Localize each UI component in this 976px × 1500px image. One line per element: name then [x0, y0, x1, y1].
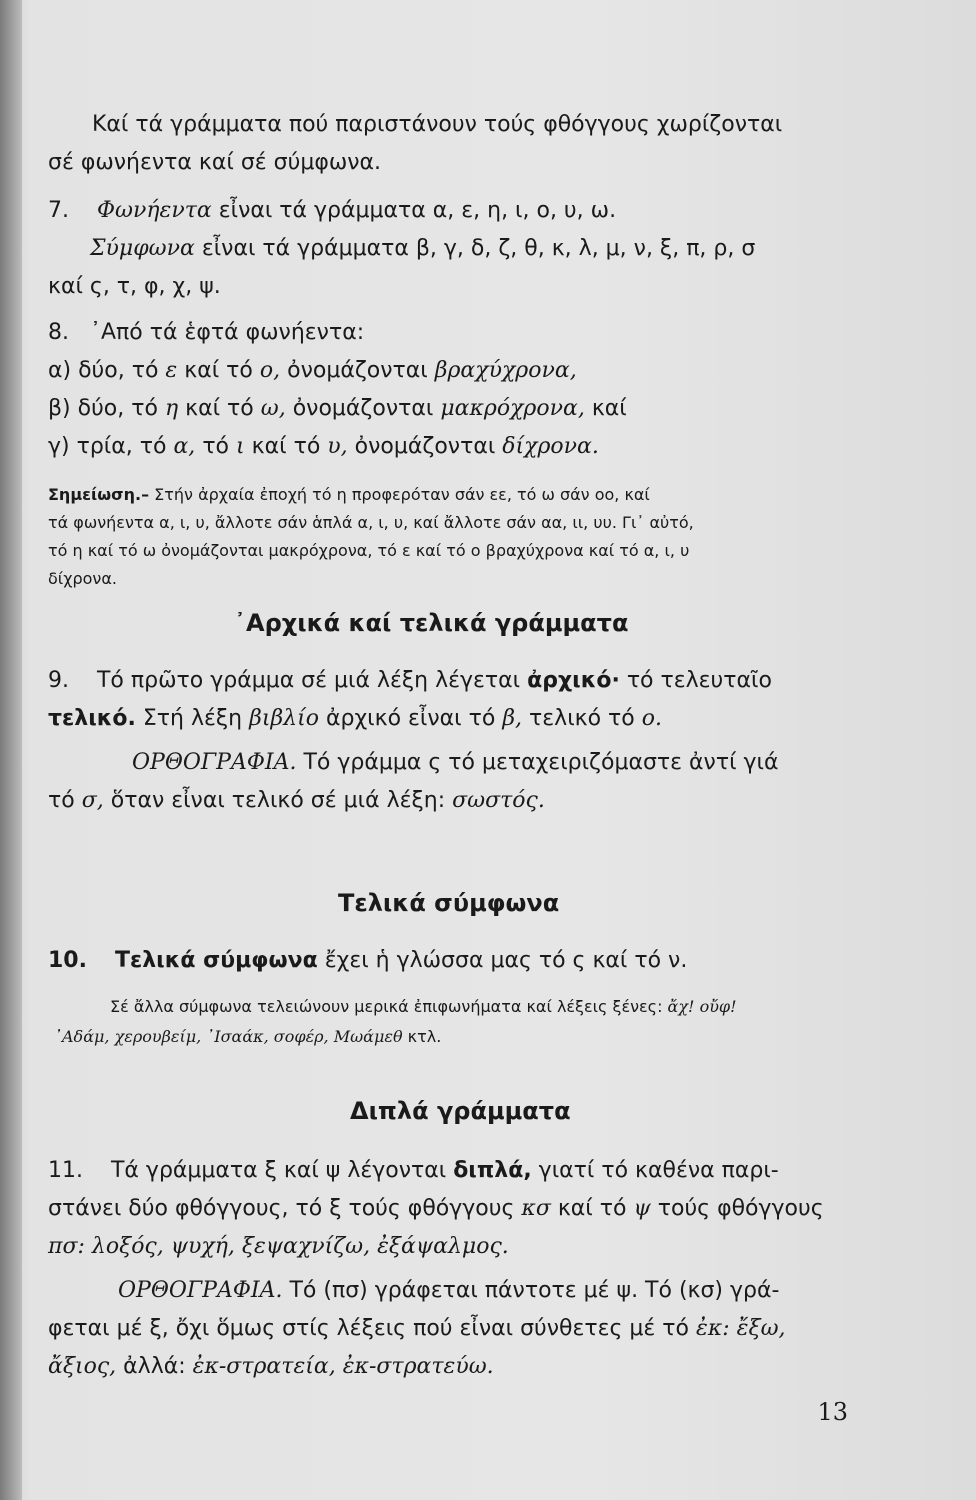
- page-binding-shadow: [0, 0, 22, 1500]
- text: καί τό: [185, 396, 254, 421]
- term: ἀρχικό·: [527, 668, 620, 693]
- note-line-4: [48, 564, 117, 594]
- heading-double-letters: Διπλά γράμματα: [350, 1097, 571, 1125]
- text: ἀρχικό εἶναι τό: [326, 706, 496, 731]
- text: γιατί τό καθένα παρι-: [538, 1158, 779, 1183]
- example-words: ᾿Αδάμ, χερουβείμ, ᾿Ισαάκ, σοφέρ, Μωάμεθ: [54, 1027, 403, 1046]
- term: διπλά,: [453, 1158, 532, 1183]
- section-8-line-b: [48, 394, 627, 424]
- orthography-label: ΟΡΘΟΓΡΑΦΙΑ.: [118, 1278, 283, 1303]
- term: Σύμφωνα: [90, 236, 195, 261]
- page-number: 13: [817, 1398, 848, 1426]
- heading-final-consonants: Τελικά σύμφωνα: [338, 889, 560, 917]
- letter: ο,: [259, 358, 281, 383]
- section-number: 11.: [48, 1158, 83, 1183]
- letter: ε: [165, 358, 178, 383]
- section-8-line-1: [48, 318, 364, 348]
- section-7-line-3: [48, 272, 221, 302]
- section-10-note-1: [110, 992, 737, 1022]
- term: μακρόχρονα,: [440, 396, 585, 421]
- section-9-line-2: [48, 704, 662, 734]
- text: γ) τρία, τό: [48, 434, 167, 459]
- text: ἔχει ἡ γλώσσα μας τό ς καί τό ν.: [324, 948, 688, 973]
- note-line-2: [48, 508, 694, 538]
- section-9-line-1: [48, 666, 772, 696]
- text: ὀνομάζονται: [292, 396, 434, 421]
- section-number: 7.: [48, 198, 69, 223]
- text: Στή λέξη: [142, 706, 243, 731]
- text: τά φωνήεντα α, ι, υ, ἄλλοτε σάν ἁπλά α, ι, υ, καί ἄλλοτε σάν αα, ιι, υυ. Γι᾿ αὐτό,: [48, 513, 694, 532]
- section-10-note-2: [54, 1022, 441, 1052]
- section-8-line-a: [48, 356, 577, 386]
- letter: ι: [236, 434, 245, 459]
- section-number: 9.: [48, 668, 69, 693]
- text: στάνει δύο φθόγγους, τό ξ τούς φθόγγους: [48, 1196, 515, 1221]
- orthography-2-line-2: [48, 1314, 786, 1344]
- text: ὅταν εἶναι τελικό σέ μιά λέξη:: [110, 788, 446, 813]
- text: Τό πρῶτο γράμμα σέ μιά λέξη λέγεται: [96, 668, 521, 693]
- letter: β,: [502, 706, 523, 731]
- example-word: βιβλίο: [249, 706, 319, 731]
- section-10-line-1: [48, 946, 687, 976]
- text: Στήν ἀρχαία ἐποχή τό η προφερόταν σάν εε, τό ω σάν οο, καί: [154, 485, 650, 504]
- letter: σ,: [81, 788, 104, 813]
- term: Φωνήεντα: [96, 198, 212, 223]
- section-8-line-c: [48, 432, 599, 462]
- term: τελικό.: [48, 706, 136, 731]
- term: δίχρονα.: [502, 434, 599, 459]
- letter: η: [164, 396, 179, 421]
- section-number: 8.: [48, 320, 69, 345]
- letter: υ,: [327, 434, 348, 459]
- text: ἀλλά:: [123, 1354, 186, 1379]
- text: σέ φωνήεντα καί σέ σύμφωνα.: [48, 150, 382, 175]
- text: ᾿Από τά ἑφτά φωνήεντα:: [89, 320, 365, 345]
- orthography-1-line-2: [48, 786, 545, 816]
- orthography-1-line-1: [132, 748, 778, 778]
- section-number: 10.: [48, 948, 87, 973]
- text: Τό γράμμα ς τό μεταχειριζόμαστε ἀντί γιά: [303, 750, 779, 775]
- text: Τά γράμματα ξ καί ψ λέγονται: [110, 1158, 447, 1183]
- note-line-1: [48, 480, 650, 510]
- example-words: ἄχ! οὔφ!: [667, 997, 737, 1016]
- orthography-2-line-3: [48, 1352, 494, 1382]
- text: τούς φθόγγους: [657, 1196, 824, 1221]
- text: ὀνομάζονται: [354, 434, 496, 459]
- example-words: ἐκ-στρατεία, ἐκ-στρατεύω.: [192, 1354, 494, 1379]
- text: τό η καί τό ω ὀνομάζονται μακρόχρονα, τό ε καί τό ο βραχύχρονα καί τό α, ι, υ: [48, 541, 690, 560]
- text: δίχρονα.: [48, 569, 117, 588]
- line-intro-1: [92, 110, 782, 140]
- text: τελικό τό: [529, 706, 635, 731]
- text: Καί τά γράμματα πού παριστάνουν τούς φθόγγους χωρίζονται: [92, 112, 783, 137]
- text: καί: [591, 396, 627, 421]
- text: εἶναι τά γράμματα β, γ, δ, ζ, θ, κ, λ, μ, ν, ξ, π, ρ, σ: [201, 236, 756, 261]
- term: βραχύχρονα,: [434, 358, 577, 383]
- letter: α,: [173, 434, 196, 459]
- heading-initial-final-letters: ᾿Αρχικά καί τελικά γράμματα: [234, 609, 629, 637]
- text: τό τελευταῖο: [626, 668, 772, 693]
- example-word: σωστός.: [452, 788, 545, 813]
- text: Σέ ἄλλα σύμφωνα τελειώνουν μερικά ἐπιφωνήματα καί λέξεις ξένες:: [110, 997, 663, 1016]
- note-label: Σημείωση.–: [48, 485, 150, 504]
- text: φεται μέ ξ, ὄχι ὅμως στίς λέξεις πού εἶναι σύνθετες μέ τό: [48, 1316, 690, 1341]
- text: εἶναι τά γράμματα α, ε, η, ι, ο, υ, ω.: [218, 198, 617, 223]
- section-7-line-1: [48, 196, 616, 226]
- letter: ο.: [641, 706, 663, 731]
- text: τό: [48, 788, 75, 813]
- line-intro-2: [48, 148, 381, 178]
- orthography-2-line-1: [118, 1276, 779, 1306]
- example-word: ἄξιος,: [48, 1354, 117, 1379]
- section-11-line-1: [48, 1156, 779, 1186]
- letter: ψ: [633, 1196, 651, 1221]
- text: ὀνομάζονται: [287, 358, 428, 383]
- text: καί τό: [251, 434, 321, 459]
- orthography-label: ΟΡΘΟΓΡΑΦΙΑ.: [132, 750, 297, 775]
- letters: κσ: [521, 1196, 551, 1221]
- example-words: πσ: λοξός, ψυχή, ξεψαχνίζω, ἐξάψαλμος.: [48, 1234, 509, 1259]
- text: καί τό: [184, 358, 253, 383]
- text: τό: [202, 434, 230, 459]
- text: Τό (πσ) γράφεται πάντοτε μέ ψ. Τό (κσ) γρά-: [289, 1278, 780, 1303]
- section-11-line-3: [48, 1232, 509, 1262]
- example-words: ἐκ: ἔξω,: [696, 1316, 786, 1341]
- text: καί τό: [557, 1196, 627, 1221]
- section-11-line-2: [48, 1194, 824, 1224]
- note-line-3: [48, 536, 689, 566]
- text: α) δύο, τό: [48, 358, 159, 383]
- text: κτλ.: [407, 1027, 442, 1046]
- text: καί ς, τ, φ, χ, ψ.: [48, 274, 221, 299]
- text: β) δύο, τό: [48, 396, 158, 421]
- term: Τελικά σύμφωνα: [114, 948, 318, 973]
- section-7-line-2: [90, 234, 755, 264]
- letter: ω,: [260, 396, 286, 421]
